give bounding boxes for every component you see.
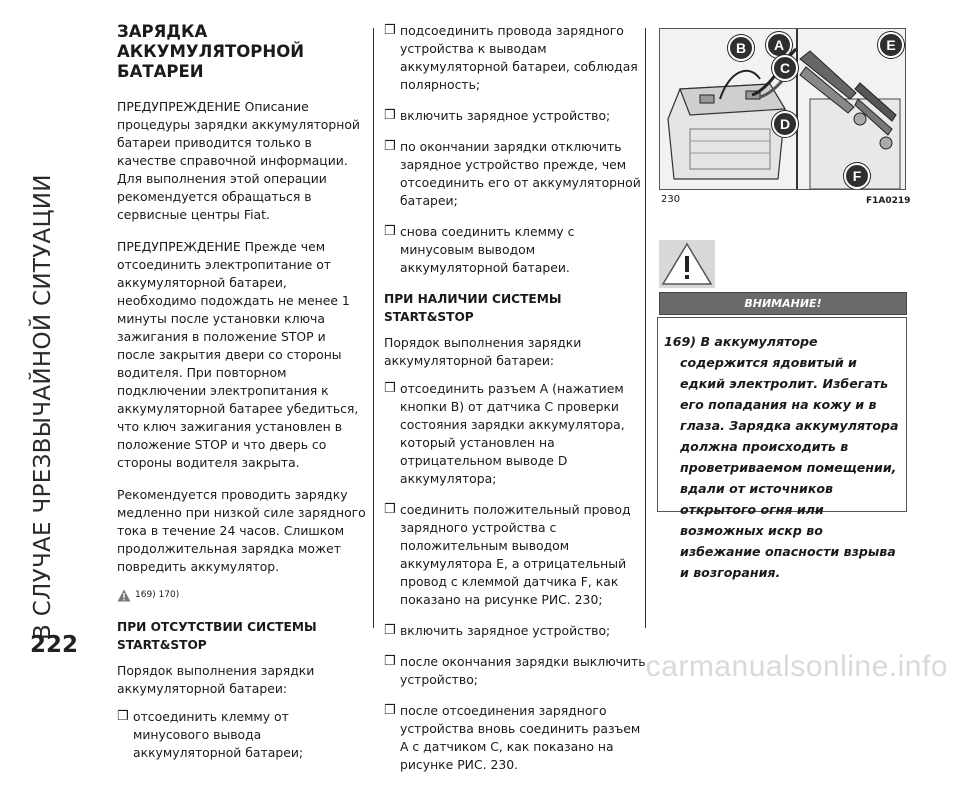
section-title [117, 22, 367, 82]
checkbox-bullet-icon: ❒ [384, 23, 396, 38]
checkbox-bullet-icon: ❒ [384, 139, 396, 154]
warning-icon-container [659, 240, 715, 288]
list-item-text: отсоединить разъем A (нажатием кнопки B) от датчика C проверки состояния зарядки аккумулятора, который установлен на отрицательном выводе D аккумулятора; [400, 381, 625, 486]
list-item-text: по окончании зарядки отключить зарядное устройство прежде, чем отсоединить его от аккумуляторной батареи; [400, 139, 641, 208]
warning-triangle-icon [117, 589, 131, 602]
reference-numbers: 169) 170) [135, 590, 180, 600]
list-item [384, 223, 646, 277]
checkbox-bullet-icon: ❒ [384, 502, 396, 517]
warning-triangle-icon [659, 240, 715, 288]
warning-paragraph-2: ПРЕДУПРЕЖДЕНИЕ Прежде чем отсоединить электропитание от аккумуляторной батареи, необходимо подождать не менее 1 минуты после установки ключа зажигания в положение STOP и после закрытия двери со стороны водителя. При повторном подключении электропитания к аккумуляторной батарее убедиться, что ключ зажигания установлен в положение STOP и что дверь со стороны водителя закрыта. [117, 239, 359, 470]
checkbox-bullet-icon: ❒ [384, 381, 396, 396]
column-2 [384, 22, 646, 787]
checkbox-bullet-icon: ❒ [384, 623, 396, 638]
side-section-title: В СЛУЧАЕ ЧРЕЗВЫЧАЙНОЙ СИТУАЦИИ [30, 174, 56, 640]
figure-number: 230 [661, 194, 681, 205]
list-item [384, 107, 646, 125]
recommendation-paragraph: Рекомендуется проводить зарядку медленно при низкой силе зарядного тока в течение 24 часов. Слишком продолжительная зарядка может повредить аккумулятор. [117, 487, 366, 574]
warning-header: ВНИМАНИЕ! [659, 292, 907, 315]
checkbox-bullet-icon: ❒ [384, 703, 396, 718]
list-item [384, 501, 646, 609]
list-item [384, 622, 646, 640]
figure-label-f: F [844, 163, 870, 189]
procedure-intro-2: Порядок выполнения зарядки аккумуляторной батареи: [384, 335, 582, 368]
checkbox-bullet-icon: ❒ [384, 108, 396, 123]
figure-label-d: D [772, 111, 798, 137]
list-item-text: включить зарядное устройство; [400, 108, 611, 123]
column-1 [117, 22, 367, 775]
list-item [384, 653, 646, 689]
warning-number: 169) [664, 334, 697, 349]
column-divider-1 [373, 28, 374, 628]
section-title-line1: ЗАРЯДКА АККУМУЛЯТОРНОЙ [117, 22, 305, 61]
list-item [384, 380, 646, 488]
procedure-list-a [384, 22, 646, 277]
warning-references [117, 586, 367, 604]
procedure-intro: Порядок выполнения зарядки аккумуляторной батареи: [117, 663, 315, 696]
figure-label-a: A [766, 32, 792, 58]
subsection-title-no-startstop: ПРИ ОТСУТСТВИИ СИСТЕМЫ START&STOP [117, 620, 317, 652]
list-item-text: после отсоединения зарядного устройства вновь соединить разъем A с датчиком C, как показано на рисунке РИС. 230. [400, 703, 641, 772]
list-item-text: включить зарядное устройство; [400, 623, 611, 638]
watermark: carmanualsonline.info [645, 650, 948, 683]
warning-text [664, 331, 900, 583]
checkbox-bullet-icon: ❒ [384, 654, 396, 669]
procedure-list-b [384, 380, 646, 774]
list-item [384, 138, 646, 210]
warning-body: В аккумуляторе содержится ядовитый и едкий электролит. Избегать его попадания на кожу и в глаза. Зарядка аккумулятора должна происходить в проветриваемом помещении, вдали от источников открытого огня или возможных искр во избежание опасности взрыва и возгорания. [680, 334, 899, 580]
list-item [384, 702, 646, 774]
list-item-text: после окончания зарядки выключить устройство; [400, 654, 646, 687]
list-item-text: отсоединить клемму от минусового вывода аккумуляторной батареи; [133, 709, 304, 760]
figure-label-c: C [772, 55, 798, 81]
list-item [117, 708, 367, 762]
section-title-line2: БАТАРЕИ [117, 62, 204, 81]
checkbox-bullet-icon: ❒ [117, 709, 129, 724]
figure-label-b: B [728, 35, 754, 61]
list-item-text: подсоединить провода зарядного устройства к выводам аккумуляторной батареи, соблюдая полярность; [400, 23, 638, 92]
figure-label-e: E [878, 32, 904, 58]
subsection-title-startstop: ПРИ НАЛИЧИИ СИСТЕМЫ START&STOP [384, 292, 562, 324]
figure-divider [796, 29, 798, 189]
warning-paragraph-1: ПРЕДУПРЕЖДЕНИЕ Описание процедуры зарядки аккумуляторной батареи приводится только в качестве справочной информации. Для выполнения этой операции рекомендуется обращаться в сервисные центры Fiat. [117, 99, 360, 222]
page-number: 222 [30, 632, 79, 658]
battery-figure [659, 28, 906, 190]
list-item-text: снова соединить клемму с минусовым выводом аккумуляторной батареи. [400, 224, 575, 275]
checkbox-bullet-icon: ❒ [384, 224, 396, 239]
figure-code: F1A0219 [866, 196, 911, 206]
list-item-text: соединить положительный провод зарядного устройства с положительным выводом аккумулятора E, а отрицательный провод с клеммой датчика F, как показано на рисунке РИС. 230; [400, 502, 631, 607]
list-item [384, 22, 646, 94]
